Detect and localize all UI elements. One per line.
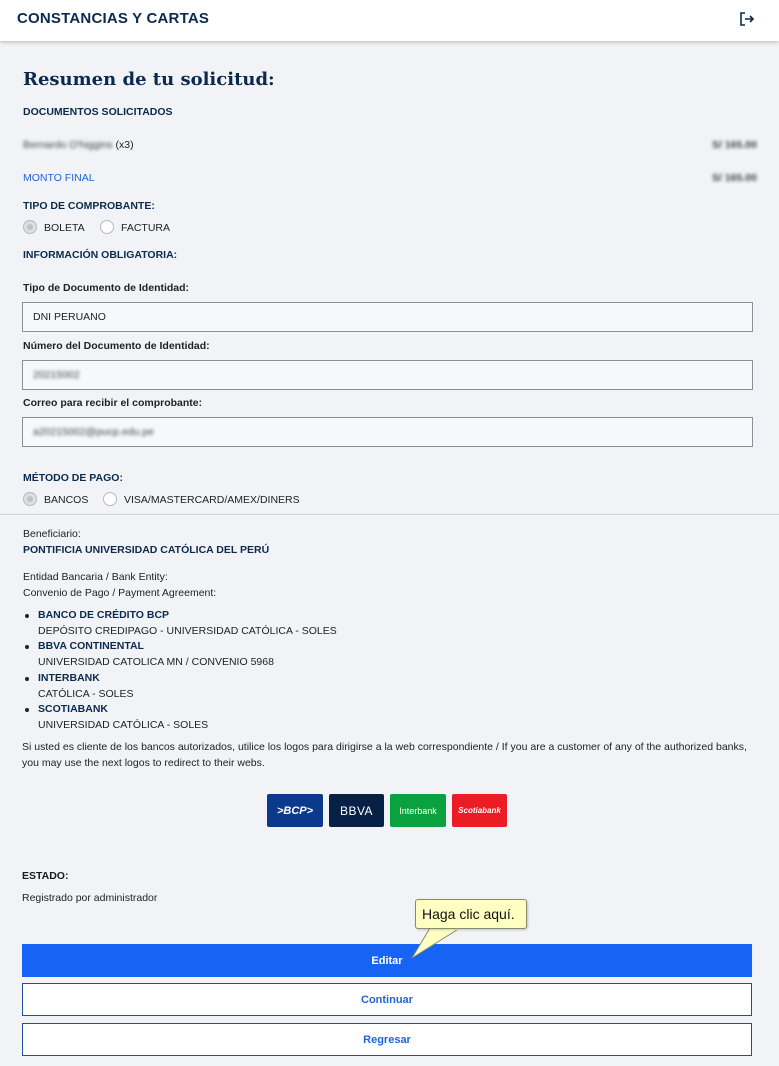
- scotiabank-logo-link[interactable]: Scotiabank: [452, 794, 507, 827]
- bullet-icon: [25, 677, 29, 681]
- doc-number-value: 20215002: [33, 369, 80, 381]
- doc-type-field[interactable]: DNI PERUANO: [22, 302, 753, 332]
- email-field[interactable]: [22, 417, 753, 447]
- status-label: ESTADO:: [22, 870, 69, 882]
- radio-factura[interactable]: [100, 220, 114, 234]
- document-name: Bernardo O'higgins: [23, 139, 113, 151]
- bank-name-scotiabank: SCOTIABANK: [38, 703, 108, 715]
- bank-entity-label: Entidad Bancaria / Bank Entity:: [23, 571, 168, 583]
- radio-cards[interactable]: [103, 492, 117, 506]
- mandatory-info-label: INFORMACIÓN OBLIGATORIA:: [23, 249, 178, 261]
- document-row: [23, 139, 134, 151]
- bank-detail-interbank: CATÓLICA - SOLES: [38, 688, 134, 700]
- bullet-icon: [25, 614, 29, 618]
- doc-type-label: Tipo de Documento de Identidad:: [23, 282, 190, 294]
- beneficiary-name: PONTIFICIA UNIVERSIDAD CATÓLICA DEL PERÚ: [23, 544, 270, 556]
- page-title: CONSTANCIAS Y CARTAS: [17, 10, 210, 27]
- radio-factura-label[interactable]: FACTURA: [121, 222, 171, 234]
- radio-boleta[interactable]: [23, 220, 37, 234]
- doc-number-field[interactable]: [22, 360, 753, 390]
- tooltip-pointer-icon: [400, 926, 480, 966]
- final-amount-label: MONTO FINAL: [23, 172, 95, 184]
- edit-button[interactable]: Editar: [22, 944, 752, 977]
- payment-agreement-label: Convenio de Pago / Payment Agreement:: [23, 587, 217, 599]
- bullet-icon: [25, 708, 29, 712]
- beneficiary-label: Beneficiario:: [23, 528, 81, 540]
- final-amount: [712, 172, 757, 184]
- back-button[interactable]: Regresar: [22, 1023, 752, 1056]
- document-price: [712, 139, 757, 151]
- summary-title: Resumen de tu solicitud:: [23, 69, 275, 90]
- doc-number-label: Número del Documento de Identidad:: [23, 340, 210, 352]
- final-amount-value: S/ 165.00: [712, 172, 757, 184]
- radio-cards-label[interactable]: VISA/MASTERCARD/AMEX/DINERS: [124, 494, 300, 506]
- document-price-value: S/ 165.00: [712, 139, 757, 151]
- bank-notice-line2: you may use the next logos to redirect to their webs.: [22, 757, 265, 769]
- logout-icon[interactable]: [739, 11, 755, 27]
- bank-detail-scotiabank: UNIVERSIDAD CATÓLICA - SOLES: [38, 719, 209, 731]
- click-here-tooltip: Haga clic aquí.: [415, 899, 527, 929]
- payment-method-label: MÉTODO DE PAGO:: [23, 472, 123, 484]
- bank-detail-bcp: DEPÓSITO CREDIPAGO - UNIVERSIDAD CATÓLICA - SOLES: [38, 625, 337, 637]
- section-divider: [0, 514, 779, 515]
- continue-button[interactable]: Continuar: [22, 983, 752, 1016]
- radio-bancos[interactable]: [23, 492, 37, 506]
- bank-detail-bbva: UNIVERSIDAD CATOLICA MN / CONVENIO 5968: [38, 656, 274, 668]
- bcp-logo-link[interactable]: >BCP>: [267, 794, 323, 827]
- app-header: [0, 0, 779, 41]
- email-label: Correo para recibir el comprobante:: [23, 397, 203, 409]
- bullet-icon: [25, 645, 29, 649]
- receipt-type-label: TIPO DE COMPROBANTE:: [23, 200, 155, 212]
- interbank-logo-link[interactable]: Interbank: [390, 794, 446, 827]
- bank-notice-line1: Si usted es cliente de los bancos autorizados, utilice los logos para dirigirse a la web correspondiente / If you are a customer of any of the authorized banks,: [22, 741, 747, 753]
- radio-boleta-label[interactable]: BOLETA: [44, 222, 85, 234]
- email-value: a20215002@pucp.edu.pe: [33, 426, 155, 438]
- radio-bancos-label[interactable]: BANCOS: [44, 494, 89, 506]
- status-value: Registrado por administrador: [22, 892, 158, 904]
- documents-label: DOCUMENTOS SOLICITADOS: [23, 106, 173, 118]
- bbva-logo-link[interactable]: BBVA: [329, 794, 384, 827]
- document-qty: (x3): [115, 139, 134, 151]
- bank-name-bcp: BANCO DE CRÉDITO BCP: [38, 609, 170, 621]
- bank-name-interbank: INTERBANK: [38, 672, 100, 684]
- bank-name-bbva: BBVA CONTINENTAL: [38, 640, 144, 652]
